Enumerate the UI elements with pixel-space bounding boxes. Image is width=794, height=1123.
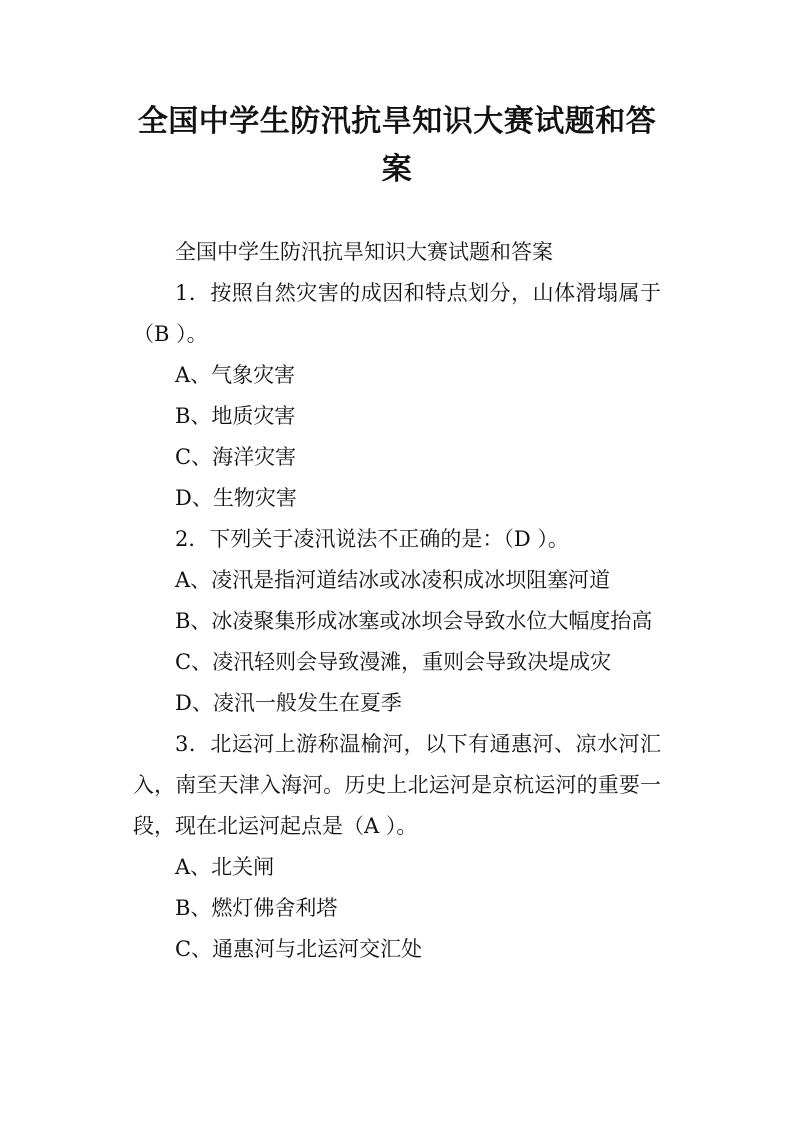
question-2-option-c: C、凌汛轻则会导致漫滩，重则会导致决堤成灾 (175, 650, 612, 674)
question-1-option-c: C、海洋灾害 (175, 445, 297, 469)
question-1-option-a: A、气象灾害 (175, 363, 296, 387)
question-1: 1．按照自然灾害的成因和特点划分，山体滑塌属于（B ）。 (133, 281, 661, 346)
question-2-option-a: A、凌汛是指河道结冰或冰凌积成冰坝阻塞河道 (175, 568, 611, 592)
question-3: 3．北运河上游称温榆河，以下有通惠河、凉水河汇入，南至天津入海河。历史上北运河是京杭运河的重要一段，现在北运河起点是（A ）。 (133, 732, 661, 838)
question-3-option-c: C、通惠河与北运河交汇处 (175, 937, 423, 961)
question-3-option-b: B、燃灯佛舍利塔 (175, 896, 338, 920)
question-2: 2．下列关于凌汛说法不正确的是：（D ）。 (175, 527, 569, 551)
question-1-option-b: B、地质灾害 (175, 404, 296, 428)
question-3-option-a: A、北关闸 (175, 855, 275, 879)
document-title: 全国中学生防汛抗旱知识大赛试题和答案 (137, 104, 657, 187)
question-2-option-b: B、冰凌聚集形成冰塞或冰坝会导致水位大幅度抬高 (175, 609, 653, 633)
document-body (133, 232, 661, 970)
question-1-option-d: D、生物灾害 (175, 486, 297, 510)
question-2-option-d: D、凌汛一般发生在夏季 (175, 691, 402, 715)
paragraph-subtitle: 全国中学生防汛抗旱知识大赛试题和答案 (175, 240, 553, 264)
